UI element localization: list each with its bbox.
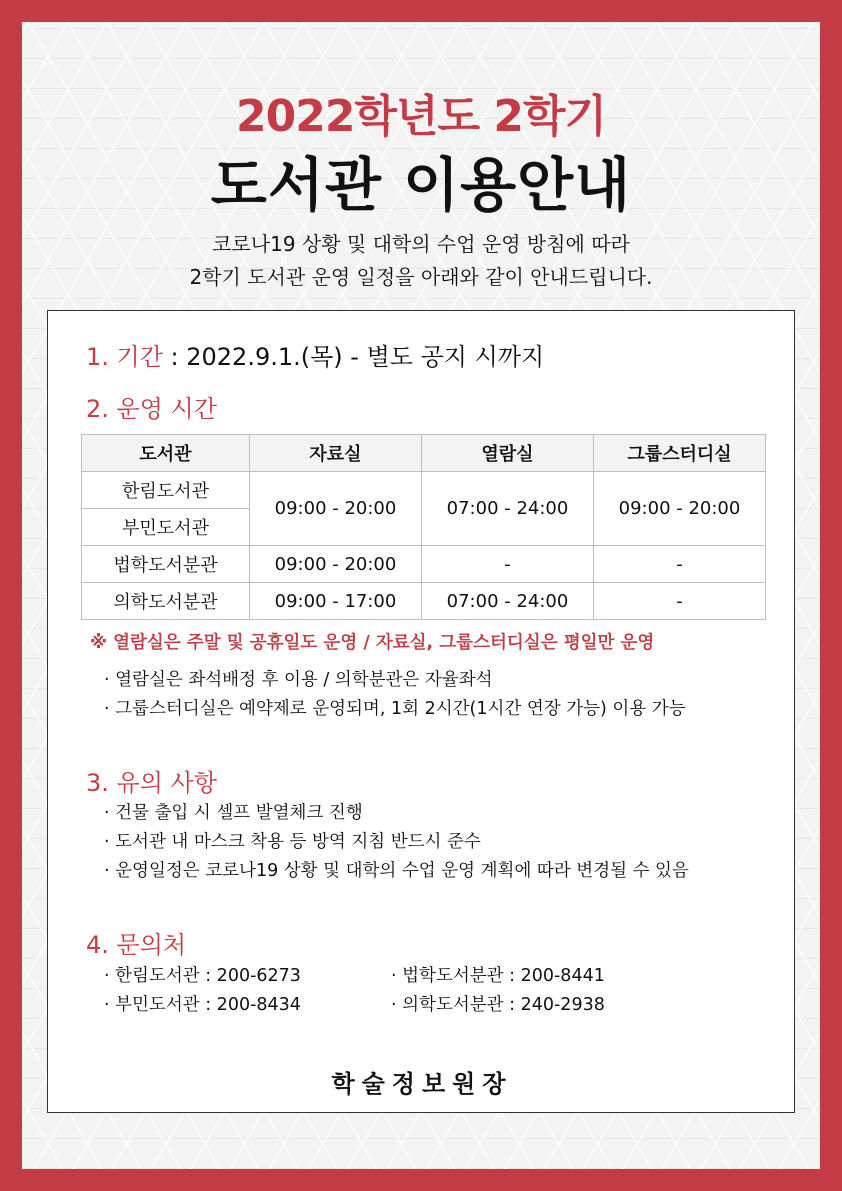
table-header-row: [82, 435, 766, 472]
hours-cell: 09:00 - 20:00: [250, 472, 422, 546]
section-notice-label: 3. 유의 사항: [86, 769, 217, 797]
contact-item: · 한림도서관 : 200-6273: [104, 962, 301, 987]
library-cell: 법학도서분관: [82, 546, 250, 583]
intro-text: [0, 228, 842, 294]
section-period-value: : 2022.9.1.(목) - 별도 공지 시까지: [162, 343, 545, 371]
hours-cell: -: [422, 546, 594, 583]
library-cell: 부민도서관: [82, 509, 250, 546]
section-hours-label: 2. 운영 시간: [86, 395, 217, 423]
hours-cell: 09:00 - 20:00: [594, 472, 766, 546]
hours-cell: 07:00 - 24:00: [422, 583, 594, 620]
contact-list: [104, 962, 724, 1020]
title-main: 도서관 이용안내: [210, 151, 632, 219]
contact-item: · 의학도서분관 : 240-2938: [391, 991, 605, 1016]
hours-cell: 09:00 - 17:00: [250, 583, 422, 620]
intro-line-2: 2학기 도서관 운영 일정을 아래와 같이 안내드립니다.: [189, 265, 653, 289]
hours-note: ※ 열람실은 주말 및 공휴일도 운영 / 자료실, 그룹스터디실은 평일만 운영: [90, 633, 655, 653]
hours-bullets: [104, 666, 686, 724]
table-row: [82, 583, 766, 620]
column-header: 열람실: [422, 435, 594, 472]
hours-cell: -: [594, 546, 766, 583]
intro-line-1: 코로나19 상황 및 대학의 수업 운영 방침에 따라: [212, 232, 630, 256]
signature: 학술정보원장: [331, 1070, 513, 1098]
column-header: 그룹스터디실: [594, 435, 766, 472]
column-header: 도서관: [82, 435, 250, 472]
contact-row: [104, 991, 724, 1020]
list-item: · 열람실은 좌석배정 후 이용 / 의학분관은 자율좌석: [104, 666, 686, 695]
hours-table: [81, 434, 766, 620]
section-contact-label: 4. 문의처: [86, 931, 187, 959]
contact-row: [104, 962, 724, 991]
notice-bullets: [104, 799, 689, 886]
info-card: [47, 310, 795, 1113]
title-semester: 2022학년도 2학기: [236, 91, 606, 142]
library-cell: 한림도서관: [82, 472, 250, 509]
hours-cell: 09:00 - 20:00: [250, 546, 422, 583]
list-item: · 그룹스터디실은 예약제로 운영되며, 1회 2시간(1시간 연장 가능) 이용 가능: [104, 695, 686, 724]
column-header: 자료실: [250, 435, 422, 472]
list-item: · 운영일정은 코로나19 상황 및 대학의 수업 운영 계획에 따라 변경될 수 있음: [104, 857, 689, 886]
section-period: [86, 337, 544, 372]
table-row: [82, 472, 766, 509]
section-period-label: 1. 기간: [86, 343, 163, 371]
table-row: [82, 546, 766, 583]
list-item: · 건물 출입 시 셀프 발열체크 진행: [104, 799, 689, 828]
hours-cell: -: [594, 583, 766, 620]
list-item: · 도서관 내 마스크 착용 등 방역 지침 반드시 준수: [104, 828, 689, 857]
library-cell: 의학도서분관: [82, 583, 250, 620]
contact-item: · 부민도서관 : 200-8434: [104, 991, 301, 1016]
contact-item: · 법학도서분관 : 200-8441: [391, 962, 605, 987]
hours-cell: 07:00 - 24:00: [422, 472, 594, 546]
